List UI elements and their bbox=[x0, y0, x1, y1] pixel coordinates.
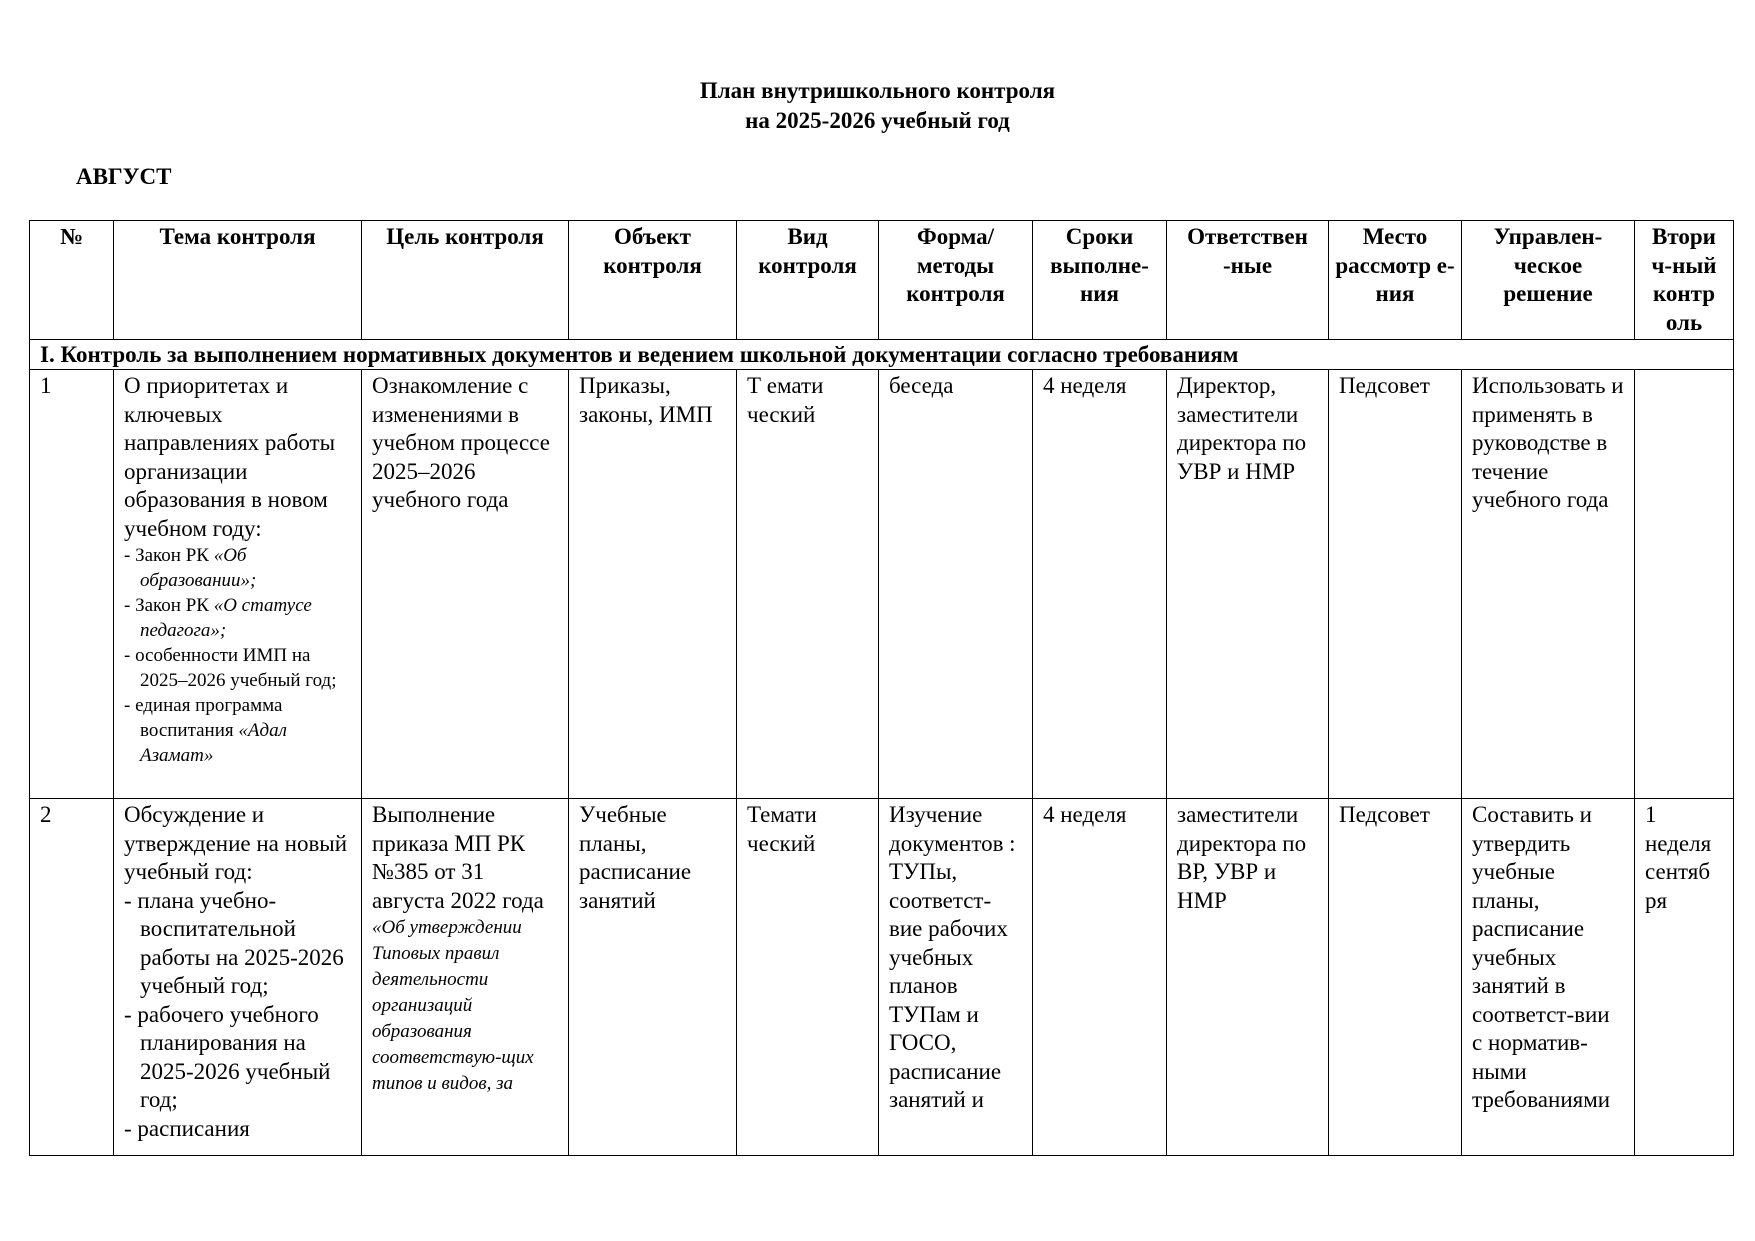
topic-list-item: - рабочего учебного планирования на 2025-2026 учебный год; bbox=[124, 1001, 331, 1112]
header-responsible: Ответствен -ные bbox=[1167, 221, 1329, 340]
table-row bbox=[30, 370, 1734, 799]
row-decision: Использовать и применять в руководстве в течение учебного года bbox=[1462, 370, 1635, 799]
header-place: Место рассмотр е-ния bbox=[1329, 221, 1462, 340]
row-decision: Составить и утвердить учебные планы, расписание учебных занятий в соответст-вии с норматив-ными требованиями bbox=[1462, 799, 1635, 1156]
topic-list-item: - Закон РК «Об образовании»; bbox=[124, 545, 257, 591]
table-row bbox=[30, 799, 1734, 1156]
row-place: Педсовет bbox=[1329, 370, 1462, 799]
topic-list-item: - расписания bbox=[124, 1115, 250, 1141]
table-header-row bbox=[30, 221, 1734, 340]
row-responsible: Директор, заместители директора по УВР и НМР bbox=[1167, 370, 1329, 799]
topic-list-item: - единая программа воспитания «Адал Азамат» bbox=[124, 695, 287, 766]
row-kind: Темати ческий bbox=[737, 799, 879, 1156]
topic-list-item: - особенности ИМП на 2025–2026 учебный год; bbox=[124, 645, 337, 691]
title-line-1: План внутришкольного контроля bbox=[699, 78, 1056, 103]
row-term: 4 неделя bbox=[1033, 799, 1167, 1156]
row-form: беседа bbox=[879, 370, 1033, 799]
row-term: 4 неделя bbox=[1033, 370, 1167, 799]
header-decision: Управлен-ческое решение bbox=[1462, 221, 1635, 340]
row-secondary bbox=[1635, 370, 1734, 799]
row-number: 1 bbox=[30, 370, 114, 799]
section-title: I. Контроль за выполнением нормативных документов и ведением школьной документации согласно требованиям bbox=[30, 340, 1734, 370]
header-secondary: Втори ч-ный контр оль bbox=[1635, 221, 1734, 340]
topic-list bbox=[124, 543, 351, 768]
topic-list bbox=[124, 887, 351, 1144]
header-kind: Вид контроля bbox=[737, 221, 879, 340]
row-responsible: заместители директора по ВР, УВР и НМР bbox=[1167, 799, 1329, 1156]
title-line-2: на 2025-2026 учебный год bbox=[745, 108, 1010, 133]
header-term: Сроки выполне-ния bbox=[1033, 221, 1167, 340]
header-topic: Тема контроля bbox=[114, 221, 362, 340]
document-title bbox=[0, 76, 1755, 136]
row-kind: Т емати ческий bbox=[737, 370, 879, 799]
control-plan-table bbox=[29, 220, 1734, 1156]
section-row bbox=[30, 340, 1734, 370]
topic-list-item: - плана учебно-воспитательной работы на 2025-2026 учебный год; bbox=[124, 887, 344, 998]
row-secondary: 1 неделя сентяб ря bbox=[1635, 799, 1734, 1156]
header-object: Объект контроля bbox=[569, 221, 737, 340]
row-object: Приказы, законы, ИМП bbox=[569, 370, 737, 799]
row-form: Изучение документов : ТУПы, соответст-вие рабочих учебных планов ТУПам и ГОСО, расписание занятий и bbox=[879, 799, 1033, 1156]
topic-text: О приоритетах и ключевых направлениях работы организации образования в новом учебном году: bbox=[124, 373, 336, 541]
row-place: Педсовет bbox=[1329, 799, 1462, 1156]
row-topic bbox=[114, 370, 362, 799]
row-goal: Ознакомление с изменениями в учебном процессе 2025–2026 учебного года bbox=[362, 370, 569, 799]
topic-list-item: - Закон РК «О статусе педагога»; bbox=[124, 595, 312, 641]
month-heading: АВГУСТ bbox=[76, 164, 172, 189]
goal-italic-text: «Об утверждении Типовых правил деятельности организаций образования соответствую-щих типов и видов, за bbox=[372, 917, 534, 1094]
row-topic bbox=[114, 799, 362, 1156]
header-goal: Цель контроля bbox=[362, 221, 569, 340]
header-number: № bbox=[30, 221, 114, 340]
topic-text: Обсуждение и утверждение на новый учебный год: bbox=[124, 802, 348, 884]
row-number: 2 bbox=[30, 799, 114, 1156]
header-form: Форма/ методы контроля bbox=[879, 221, 1033, 340]
row-goal: Выполнение приказа МП РК №385 от 31 августа 2022 года «Об утверждении Типовых правил деятельности организаций образования соответствую-щих типов и видов, за bbox=[362, 799, 569, 1156]
row-object: Учебные планы, расписание занятий bbox=[569, 799, 737, 1156]
